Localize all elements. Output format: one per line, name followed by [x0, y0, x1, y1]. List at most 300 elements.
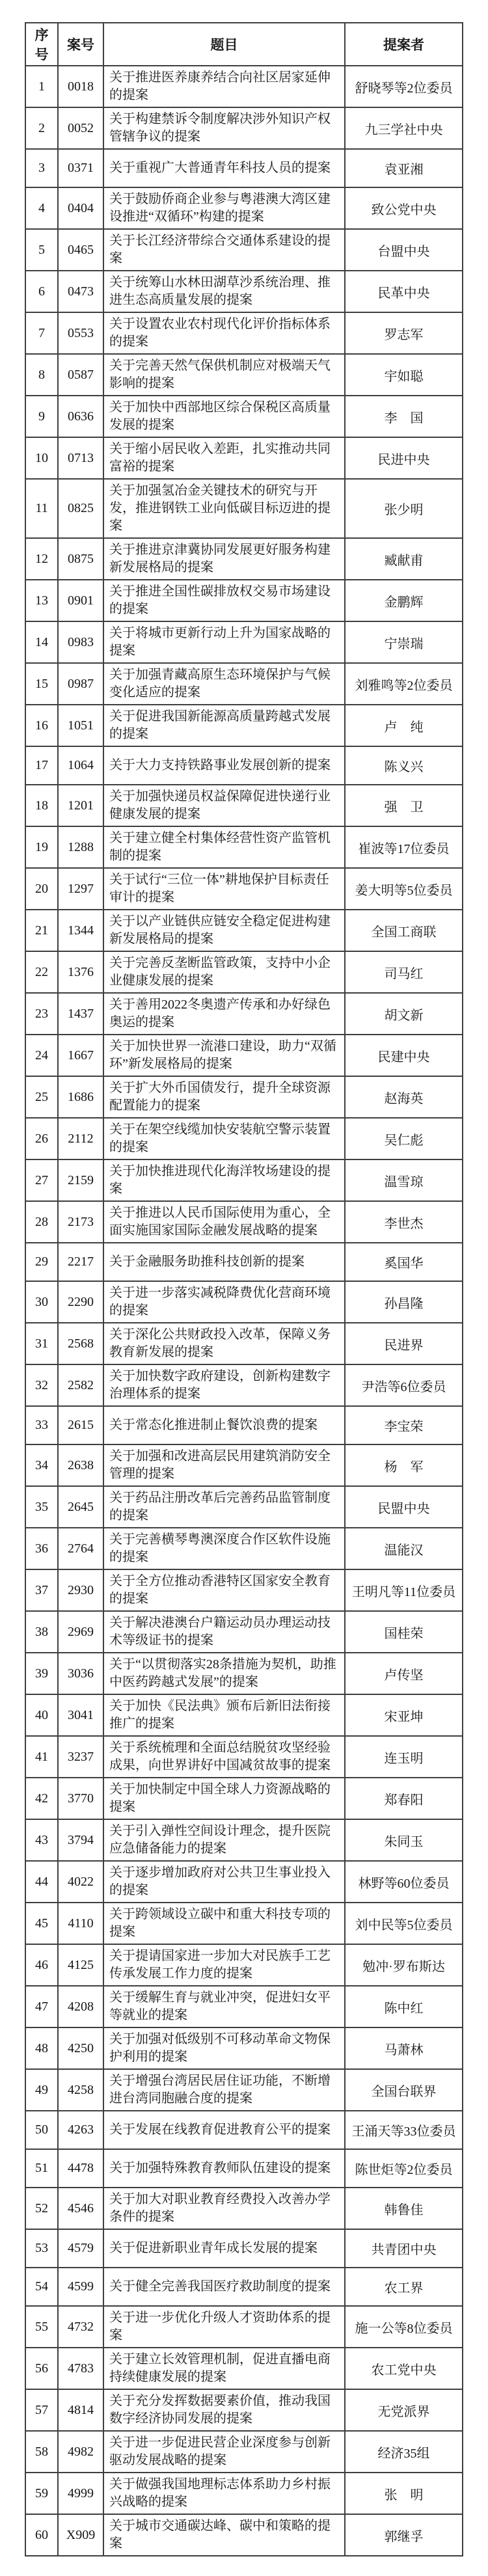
proposal-title: 关于加强氢冶金关键技术的研究与开发，推进钢铁工业向低碳目标迈进的提案 [103, 479, 345, 538]
table-row [25, 538, 463, 580]
row-number: 32 [25, 1364, 58, 1406]
proposer: 韩鲁佳 [345, 2188, 463, 2229]
proposal-title: 关于系统梳理和全面总结脱贫攻坚经验成果，向世界讲好中国减贫故事的提案 [103, 1736, 345, 1778]
case-number: 0875 [58, 538, 103, 580]
row-number: 51 [25, 2149, 58, 2188]
proposer: 农工党中央 [345, 2348, 463, 2389]
row-number: 37 [25, 1569, 58, 1611]
row-number: 42 [25, 1778, 58, 1819]
table-row [25, 271, 463, 312]
proposal-title: 关于进一步落实减税降费优化营商环境的提案 [103, 1281, 345, 1323]
table-row [25, 2268, 463, 2306]
table-row [25, 868, 463, 910]
case-number: 0901 [58, 580, 103, 621]
proposer: 刘中民等5位委员 [345, 1903, 463, 1944]
proposal-title: 关于进一步促进民营企业深度参与创新驱动发展战略的提案 [103, 2431, 345, 2473]
table-header-row [25, 23, 463, 66]
table-row [25, 1694, 463, 1736]
proposer: 宁崇瑞 [345, 621, 463, 663]
row-number: 40 [25, 1694, 58, 1736]
case-number: 4783 [58, 2348, 103, 2389]
proposal-title: 关于设置农业农村现代化评价指标体系的提案 [103, 312, 345, 354]
case-number: 4110 [58, 1903, 103, 1944]
proposal-title: 关于促进我国新能源高质量跨越式发展的提案 [103, 705, 345, 746]
proposer: 奚国华 [345, 1243, 463, 1281]
case-number: 1437 [58, 993, 103, 1035]
case-number: 0825 [58, 479, 103, 538]
table-row [25, 2389, 463, 2431]
row-number: 30 [25, 1281, 58, 1323]
table-row [25, 1736, 463, 1778]
case-number: 0553 [58, 312, 103, 354]
table-row [25, 107, 463, 149]
table-row [25, 2027, 463, 2069]
header-case-number: 案号 [58, 23, 103, 66]
proposer: 刘雅鸣等2位委员 [345, 663, 463, 705]
case-number: 2615 [58, 1406, 103, 1444]
case-number: 0018 [58, 66, 103, 107]
case-number: 1288 [58, 826, 103, 868]
proposal-title: 关于完善反垄断监管政策，支持中小企业健康发展的提案 [103, 951, 345, 993]
table-row [25, 2431, 463, 2473]
row-number: 35 [25, 1486, 58, 1528]
table-row [25, 1653, 463, 1694]
case-number: 1344 [58, 910, 103, 951]
row-number: 6 [25, 271, 58, 312]
proposer: 强 卫 [345, 785, 463, 826]
proposer: 施一公等8位委员 [345, 2306, 463, 2348]
row-number: 34 [25, 1444, 58, 1486]
case-number: 3036 [58, 1653, 103, 1694]
table-row [25, 1118, 463, 1159]
proposal-title: 关于逐步增加政府对公共卫生事业投入的提案 [103, 1861, 345, 1903]
row-number: 1 [25, 66, 58, 107]
case-number: 0983 [58, 621, 103, 663]
proposer: 孙昌隆 [345, 1281, 463, 1323]
table-row [25, 1035, 463, 1076]
row-number: 55 [25, 2306, 58, 2348]
proposal-title: 关于做强我国地理标志体系助力乡村振兴战略的提案 [103, 2473, 345, 2514]
case-number: 4258 [58, 2069, 103, 2111]
proposer: 袁亚湘 [345, 149, 463, 187]
row-number: 53 [25, 2229, 58, 2268]
row-number: 29 [25, 1243, 58, 1281]
row-number: 18 [25, 785, 58, 826]
proposer: 勉冲·罗布斯达 [345, 1944, 463, 1986]
row-number: 31 [25, 1323, 58, 1364]
proposer: 尹浩等6位委员 [345, 1364, 463, 1406]
table-row [25, 1861, 463, 1903]
proposal-title: 关于将城市更新行动上升为国家战略的提案 [103, 621, 345, 663]
proposer: 民进中央 [345, 437, 463, 479]
proposer: 林野等60位委员 [345, 1861, 463, 1903]
case-number: 1201 [58, 785, 103, 826]
proposal-title: 关于解决港澳台户籍运动员办理运动技术等级证书的提案 [103, 1611, 345, 1653]
proposal-title: 关于在架空线缆加快安装航空警示装置的提案 [103, 1118, 345, 1159]
row-number: 33 [25, 1406, 58, 1444]
table-row [25, 580, 463, 621]
proposer: 臧献甫 [345, 538, 463, 580]
case-number: 2969 [58, 1611, 103, 1653]
case-number: 1064 [58, 746, 103, 785]
table-row [25, 705, 463, 746]
table-row [25, 910, 463, 951]
row-number: 8 [25, 354, 58, 396]
proposer: 舒晓琴等2位委员 [345, 66, 463, 107]
proposal-title: 关于加强和改进高层民用建筑消防安全管理的提案 [103, 1444, 345, 1486]
proposer: 陈义兴 [345, 746, 463, 785]
table-row [25, 479, 463, 538]
proposer: 温雪琼 [345, 1159, 463, 1201]
table-row [25, 1944, 463, 1986]
proposal-title: 关于发展在线教育促进教育公平的提案 [103, 2111, 345, 2149]
row-number: 17 [25, 746, 58, 785]
proposer: 宋亚坤 [345, 1694, 463, 1736]
proposal-title: 关于城市交通碳达峰、碳中和策略的提案 [103, 2514, 345, 2556]
table-row [25, 2069, 463, 2111]
proposer: 共青团中央 [345, 2229, 463, 2268]
proposal-title: 关于大力支持铁路事业发展创新的提案 [103, 746, 345, 785]
row-number: 27 [25, 1159, 58, 1201]
row-number: 60 [25, 2514, 58, 2556]
case-number: 3794 [58, 1819, 103, 1861]
proposal-title: 关于长江经济带综合交通体系建设的提案 [103, 229, 345, 271]
case-number: 3041 [58, 1694, 103, 1736]
table-row [25, 1323, 463, 1364]
case-number: 1051 [58, 705, 103, 746]
case-number: X909 [58, 2514, 103, 2556]
case-number: 4814 [58, 2389, 103, 2431]
proposal-title: 关于健全完善我国医疗救助制度的提案 [103, 2268, 345, 2306]
proposer: 张 明 [345, 2473, 463, 2514]
proposal-title: 关于加强快递员权益保障促进快递行业健康发展的提案 [103, 785, 345, 826]
proposer: 陈世炬等2位委员 [345, 2149, 463, 2188]
proposal-title: 关于药品注册改革后完善药品监管制度的提案 [103, 1486, 345, 1528]
table-row [25, 1528, 463, 1569]
case-number: 0404 [58, 187, 103, 229]
proposal-table [25, 22, 463, 2556]
case-number: 1686 [58, 1076, 103, 1118]
proposal-title: 关于全方位推动香港特区国家安全教育的提案 [103, 1569, 345, 1611]
proposal-title: 关于引入弹性空间设计理念，提升医院应急储备能力的提案 [103, 1819, 345, 1861]
case-number: 4022 [58, 1861, 103, 1903]
table-row [25, 993, 463, 1035]
row-number: 26 [25, 1118, 58, 1159]
proposal-title: 关于建立长效管理机制，促进直播电商持续健康发展的提案 [103, 2348, 345, 2389]
proposal-title: 关于缩小居民收入差距，扎实推动共同富裕的提案 [103, 437, 345, 479]
case-number: 4125 [58, 1944, 103, 1986]
proposer: 朱同玉 [345, 1819, 463, 1861]
row-number: 45 [25, 1903, 58, 1944]
row-number: 10 [25, 437, 58, 479]
table-row [25, 2473, 463, 2514]
header-title: 题目 [103, 23, 345, 66]
row-number: 9 [25, 396, 58, 437]
proposer: 无党派界 [345, 2389, 463, 2431]
case-number: 4250 [58, 2027, 103, 2069]
proposal-title: 关于加强青藏高原生态环境保护与气候变化适应的提案 [103, 663, 345, 705]
proposer: 姜大明等5位委员 [345, 868, 463, 910]
proposer: 国桂荣 [345, 1611, 463, 1653]
case-number: 0465 [58, 229, 103, 271]
row-number: 39 [25, 1653, 58, 1694]
table-row [25, 1406, 463, 1444]
table-row [25, 1159, 463, 1201]
proposal-title: 关于推进医养康养结合向社区居家延伸的提案 [103, 66, 345, 107]
proposer: 杨 军 [345, 1444, 463, 1486]
case-number: 1667 [58, 1035, 103, 1076]
table-row [25, 1281, 463, 1323]
table-row [25, 312, 463, 354]
case-number: 2112 [58, 1118, 103, 1159]
case-number: 2159 [58, 1159, 103, 1201]
proposal-title: 关于善用2022冬奥遗产传承和办好绿色奥运的提案 [103, 993, 345, 1035]
case-number: 4263 [58, 2111, 103, 2149]
row-number: 54 [25, 2268, 58, 2306]
case-number: 4579 [58, 2229, 103, 2268]
proposer: 胡文新 [345, 993, 463, 1035]
proposer: 民进界 [345, 1323, 463, 1364]
proposer: 经济35组 [345, 2431, 463, 2473]
proposer: 赵海英 [345, 1076, 463, 1118]
table-row [25, 1986, 463, 2027]
row-number: 38 [25, 1611, 58, 1653]
proposal-title: 关于常态化推进制止餐饮浪费的提案 [103, 1406, 345, 1444]
row-number: 49 [25, 2069, 58, 2111]
case-number: 4208 [58, 1986, 103, 2027]
case-number: 2582 [58, 1364, 103, 1406]
proposer: 金鹏辉 [345, 580, 463, 621]
proposer: 全国台联界 [345, 2069, 463, 2111]
table-row [25, 621, 463, 663]
proposal-title: 关于加快中西部地区综合保税区高质量发展的提案 [103, 396, 345, 437]
proposer: 民革中央 [345, 271, 463, 312]
table-row [25, 2188, 463, 2229]
case-number: 0052 [58, 107, 103, 149]
table-row [25, 1243, 463, 1281]
table-row [25, 951, 463, 993]
case-number: 4478 [58, 2149, 103, 2188]
proposer: 台盟中央 [345, 229, 463, 271]
proposal-title: 关于以产业链供应链安全稳定促进构建新发展格局的提案 [103, 910, 345, 951]
proposal-title: 关于鼓励侨商企业参与粤港澳大湾区建设推进“双循环”构建的提案 [103, 187, 345, 229]
table-row [25, 1819, 463, 1861]
case-number: 2568 [58, 1323, 103, 1364]
proposer: 致公党中央 [345, 187, 463, 229]
proposal-title: 关于增强台湾居民居住证功能，不断增进台湾同胞融合度的提案 [103, 2069, 345, 2111]
table-row [25, 1201, 463, 1243]
table-row [25, 1364, 463, 1406]
row-number: 59 [25, 2473, 58, 2514]
proposer: 民盟中央 [345, 1486, 463, 1528]
case-number: 3770 [58, 1778, 103, 1819]
case-number: 0636 [58, 396, 103, 437]
case-number: 2290 [58, 1281, 103, 1323]
proposer: 宇如聪 [345, 354, 463, 396]
proposal-title: 关于加强特殊教育教师队伍建设的提案 [103, 2149, 345, 2188]
row-number: 16 [25, 705, 58, 746]
row-number: 36 [25, 1528, 58, 1569]
proposer: 罗志军 [345, 312, 463, 354]
proposal-title: 关于推进以人民币国际使用为重心，全面实施国家国际金融发展战略的提案 [103, 1201, 345, 1243]
proposal-title: 关于统筹山水林田湖草沙系统治理、推进生态高质量发展的提案 [103, 271, 345, 312]
proposer: 农工界 [345, 2268, 463, 2306]
proposal-title: 关于推进京津冀协同发展更好服务构建新发展格局的提案 [103, 538, 345, 580]
case-number: 2217 [58, 1243, 103, 1281]
proposer: 郭继孚 [345, 2514, 463, 2556]
proposal-title: 关于推进全国性碳排放权交易市场建设的提案 [103, 580, 345, 621]
table-row [25, 66, 463, 107]
proposal-title: 关于缓解生育与就业冲突，促进妇女平等就业的提案 [103, 1986, 345, 2027]
row-number: 3 [25, 149, 58, 187]
table-row [25, 2348, 463, 2389]
proposer: 王涌天等33位委员 [345, 2111, 463, 2149]
proposer: 卢 纯 [345, 705, 463, 746]
proposal-title: 关于充分发挥数据要素价值，推动我国数字经济协同发展的提案 [103, 2389, 345, 2431]
row-number: 41 [25, 1736, 58, 1778]
row-number: 58 [25, 2431, 58, 2473]
proposal-title: 关于加快世界一流港口建设，助力“双循环”新发展格局的提案 [103, 1035, 345, 1076]
proposal-title: 关于加快制定中国全球人力资源战略的提案 [103, 1778, 345, 1819]
table-row [25, 663, 463, 705]
table-row [25, 1486, 463, 1528]
case-number: 4982 [58, 2431, 103, 2473]
proposer: 连玉明 [345, 1736, 463, 1778]
case-number: 4546 [58, 2188, 103, 2229]
table-row [25, 396, 463, 437]
row-number: 14 [25, 621, 58, 663]
case-number: 1376 [58, 951, 103, 993]
row-number: 47 [25, 1986, 58, 2027]
header-proposer: 提案者 [345, 23, 463, 66]
table-row [25, 746, 463, 785]
proposer: 温能汉 [345, 1528, 463, 1569]
header-row-number: 序号 [25, 23, 58, 66]
proposer: 九三学社中央 [345, 107, 463, 149]
table-row [25, 1076, 463, 1118]
table-row [25, 1444, 463, 1486]
proposer: 马萧林 [345, 2027, 463, 2069]
table-row [25, 2149, 463, 2188]
proposal-title: 关于金融服务助推科技创新的提案 [103, 1243, 345, 1281]
row-number: 48 [25, 2027, 58, 2069]
table-row [25, 785, 463, 826]
proposer: 吴仁彪 [345, 1118, 463, 1159]
case-number: 2638 [58, 1444, 103, 1486]
row-number: 44 [25, 1861, 58, 1903]
table-row [25, 1778, 463, 1819]
table-row [25, 1611, 463, 1653]
proposal-title: 关于重视广大普通青年科技人员的提案 [103, 149, 345, 187]
row-number: 57 [25, 2389, 58, 2431]
case-number: 0587 [58, 354, 103, 396]
row-number: 11 [25, 479, 58, 538]
row-number: 52 [25, 2188, 58, 2229]
case-number: 1297 [58, 868, 103, 910]
row-number: 19 [25, 826, 58, 868]
proposer: 陈中红 [345, 1986, 463, 2027]
table-row [25, 2514, 463, 2556]
row-number: 46 [25, 1944, 58, 1986]
case-number: 2930 [58, 1569, 103, 1611]
row-number: 24 [25, 1035, 58, 1076]
table-row [25, 229, 463, 271]
proposal-title: 关于进一步优化升级人才资助体系的提案 [103, 2306, 345, 2348]
row-number: 5 [25, 229, 58, 271]
proposer: 民建中央 [345, 1035, 463, 1076]
proposal-title: 关于构建禁诉令制度解决涉外知识产权管辖争议的提案 [103, 107, 345, 149]
table-row [25, 826, 463, 868]
case-number: 0371 [58, 149, 103, 187]
case-number: 0713 [58, 437, 103, 479]
row-number: 12 [25, 538, 58, 580]
case-number: 4599 [58, 2268, 103, 2306]
row-number: 20 [25, 868, 58, 910]
proposal-title: 关于加快《民法典》颁布后新旧法衔接推广的提案 [103, 1694, 345, 1736]
row-number: 22 [25, 951, 58, 993]
case-number: 2764 [58, 1528, 103, 1569]
table-row [25, 354, 463, 396]
table-row [25, 1903, 463, 1944]
case-number: 2173 [58, 1201, 103, 1243]
row-number: 25 [25, 1076, 58, 1118]
proposal-title: 关于跨领域设立碳中和重大科技专项的提案 [103, 1903, 345, 1944]
proposer: 司马红 [345, 951, 463, 993]
row-number: 28 [25, 1201, 58, 1243]
proposer: 李 国 [345, 396, 463, 437]
proposer: 崔波等17位委员 [345, 826, 463, 868]
case-number: 3237 [58, 1736, 103, 1778]
proposal-title: 关于“以贯彻落实28条措施为契机，助推中医药跨越式发展”的提案 [103, 1653, 345, 1694]
table-row [25, 149, 463, 187]
proposer: 王明凡等11位委员 [345, 1569, 463, 1611]
row-number: 23 [25, 993, 58, 1035]
proposal-title: 关于促进新职业青年成长发展的提案 [103, 2229, 345, 2268]
table-row [25, 187, 463, 229]
row-number: 15 [25, 663, 58, 705]
proposal-title: 关于提请国家进一步加大对民族手工艺传承发展工作力度的提案 [103, 1944, 345, 1986]
row-number: 2 [25, 107, 58, 149]
row-number: 13 [25, 580, 58, 621]
table-row [25, 437, 463, 479]
proposal-title: 关于加快数字政府建设，创新构建数字治理体系的提案 [103, 1364, 345, 1406]
row-number: 7 [25, 312, 58, 354]
row-number: 56 [25, 2348, 58, 2389]
proposer: 张少明 [345, 479, 463, 538]
table-row [25, 2306, 463, 2348]
row-number: 43 [25, 1819, 58, 1861]
proposal-title: 关于建立健全村集体经营性资产监管机制的提案 [103, 826, 345, 868]
case-number: 4999 [58, 2473, 103, 2514]
proposal-title: 关于试行“三位一体”耕地保护目标责任审计的提案 [103, 868, 345, 910]
table-row [25, 2111, 463, 2149]
case-number: 0987 [58, 663, 103, 705]
proposal-title: 关于加大对职业教育经费投入改善办学条件的提案 [103, 2188, 345, 2229]
proposer: 全国工商联 [345, 910, 463, 951]
proposer: 卢传坚 [345, 1653, 463, 1694]
case-number: 4732 [58, 2306, 103, 2348]
proposer: 郑春阳 [345, 1778, 463, 1819]
row-number: 50 [25, 2111, 58, 2149]
proposal-title: 关于扩大外币国债发行，提升全球资源配置能力的提案 [103, 1076, 345, 1118]
proposal-title: 关于完善天然气保供机制应对极端天气影响的提案 [103, 354, 345, 396]
case-number: 2645 [58, 1486, 103, 1528]
proposal-title: 关于加快推进现代化海洋牧场建设的提案 [103, 1159, 345, 1201]
proposal-title: 关于加强对低级别不可移动革命文物保护利用的提案 [103, 2027, 345, 2069]
proposal-title: 关于深化公共财政投入改革，保障义务教育新发展的提案 [103, 1323, 345, 1364]
proposer: 李宝荣 [345, 1406, 463, 1444]
proposal-title: 关于完善横琴粤澳深度合作区软件设施的提案 [103, 1528, 345, 1569]
